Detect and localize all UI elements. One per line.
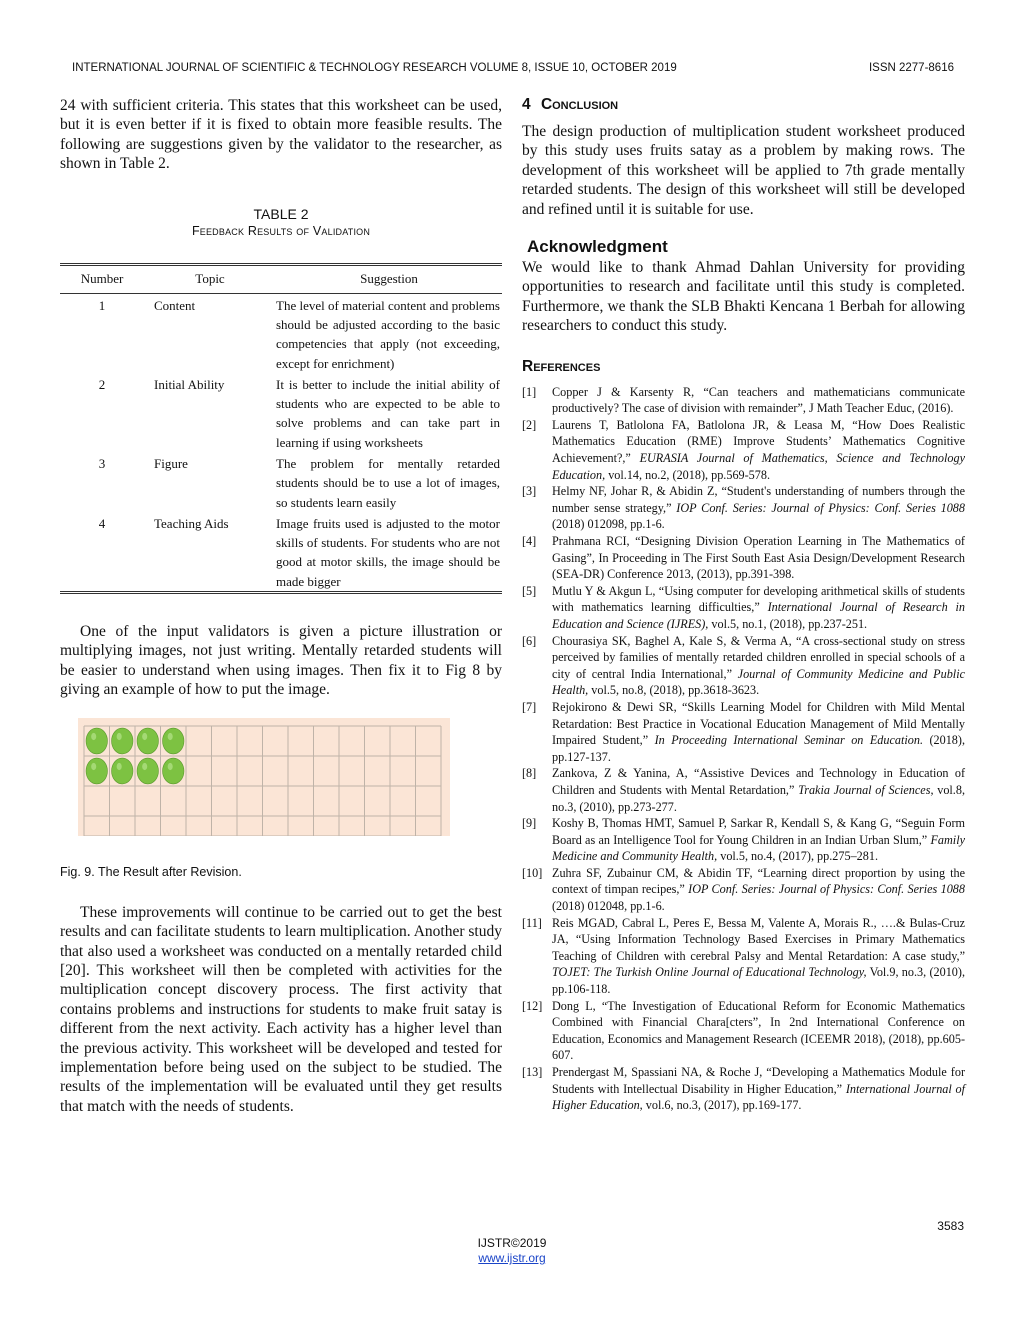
reference-text (552, 483, 965, 533)
fruit-highlight (168, 733, 173, 740)
conclusion-number: 4 (522, 96, 531, 113)
left-column (60, 96, 502, 1116)
reference-item (522, 417, 965, 483)
reference-number: [4] (522, 534, 537, 548)
fruit-highlight (117, 763, 122, 770)
row-number: 4 (98, 515, 106, 531)
reference-journal: International Journal of Research in Education and Science (IJRES), (552, 600, 965, 631)
reference-details: Vol.9, no.3, (2010), pp.106-118. (552, 965, 965, 997)
conclusion-title: Conclusion (540, 96, 619, 113)
reference-authors-title: Koshy B, Thomas HMT, Samuel P, Sarkar R, Kendall S, & Kang G, “Seguin Form Board as an Intelligence Tool for Young Children in an Indian Urban Slum,” (552, 816, 965, 847)
reference-number: [7] (522, 699, 537, 714)
page-number: 3583 (937, 1219, 964, 1233)
reference-authors-title: Mutlu Y & Akgun L, “Using computer for developing arithmetical skills of students with mathematics learning difficulties,” (552, 583, 965, 615)
reference-number: [10] (522, 865, 543, 880)
reference-item (522, 483, 965, 533)
reference-journal: IOP Conf. Series: Journal of Physics: Conf. Series 1088 (676, 500, 965, 515)
conclusion-heading (522, 96, 965, 114)
references-title: References (522, 357, 601, 375)
table-row (60, 452, 502, 512)
reference-item (522, 765, 965, 815)
table-row (60, 373, 502, 452)
reference-number: [9] (522, 816, 537, 831)
fruit-icon (112, 758, 133, 784)
reference-number: [8] (522, 766, 537, 781)
reference-details: vol.5, no.1, (2018), pp.237-251. (708, 616, 868, 631)
reference-number: [2] (522, 417, 537, 432)
fruit-icon (137, 758, 158, 784)
reference-item (522, 533, 965, 583)
reference-item (522, 583, 965, 633)
table-subtitle: Feedback Results of Validation (191, 223, 371, 238)
reference-authors-title: Helmy NF, Johar R, & Abidin Z, “Student's understanding of numbers through the number sense strategy,” (552, 484, 965, 515)
fruit-highlight (117, 733, 122, 740)
reference-text (552, 765, 965, 815)
reference-text (552, 533, 965, 583)
journal-title: INTERNATIONAL JOURNAL OF SCIENTIFIC & TECHNOLOGY RESEARCH VOLUME 8, ISSUE 10, OCTOBER 2019 (72, 62, 677, 74)
reference-item (522, 915, 965, 998)
reference-item (522, 1064, 965, 1114)
reference-number: [13] (522, 1065, 543, 1079)
reference-number: [1] (522, 384, 537, 399)
reference-details: vol.6, no.3, (2017), pp.169-177. (642, 1098, 802, 1113)
validation-table (60, 263, 502, 594)
conclusion-text: The design production of multiplication student worksheet produced by this study uses fruits satay as a problem by making rows. The development of this worksheet will be applied to 7th grade mentally retarded students. The design of this worksheet will still be developed and refined until it is suitable for use. (522, 123, 965, 218)
reference-item (522, 998, 965, 1064)
reference-authors-title: Zuhra SF, Zubainur CM, & Abidin TF, “Learning direct proportion by using the context of timpan recipes,” (552, 865, 965, 897)
row-suggestion: The level of material content and problems should be adjusted according to the basic competencies that apply (not exceeding, except for enrichment) (276, 297, 500, 371)
fruit-icon (137, 728, 158, 754)
fruit-icon (163, 728, 184, 754)
running-header (72, 62, 954, 74)
reference-journal: EURASIA Journal of Mathematics, Science and Technology Education, (552, 451, 966, 482)
reference-details: (2018) 012098, pp.1-6. (552, 517, 665, 532)
reference-text (552, 633, 965, 699)
fruit-highlight (142, 733, 147, 740)
fruit-highlight (142, 763, 147, 770)
fruit-icon (163, 758, 184, 784)
reference-authors-title: Prendergast M, Spassiani NA, & Roche J, “Developing a Mathematics Module for Students with Intellectual Disability in Higher Education,” (552, 1065, 965, 1096)
fruit-icon (86, 728, 107, 754)
table-row (60, 512, 502, 593)
reference-text (552, 583, 965, 633)
acknowledgment-text: We would like to thank Ahmad Dahlan University for providing opportunities to research and facilitate until this study is completed. Furthermore, we thank the SLB Bhakti Kencana 1 Berbah for allowing researchers to conduct this study. (522, 259, 965, 335)
row-topic: Figure (154, 456, 188, 471)
table-caption: TABLE 2 (253, 205, 309, 222)
right-column (522, 96, 965, 1114)
row-suggestion: It is better to include the initial ability of students who are expected to be able to solve problems and can take part in learning if using worksheets (276, 376, 500, 450)
row-suggestion: Image fruits used is adjusted to the motor skills of students. For students who are not good at motor skills, the image should be made bigger (276, 515, 500, 589)
reference-details: vol.5, no.8, (2018), pp.3618-3623. (588, 683, 760, 698)
reference-journal: Trakia Journal of Sciences, (798, 782, 934, 797)
fruit-icon (112, 728, 133, 754)
worksheet-grid-figure (78, 718, 450, 836)
reference-item (522, 815, 965, 865)
reference-number: [6] (522, 633, 537, 648)
row-number: 2 (98, 376, 106, 392)
reference-number: [12] (522, 998, 543, 1013)
row-suggestion: The problem for mentally retarded students should be to use a lot of images, so students learn easily (276, 456, 500, 510)
reference-authors-title: Zankova, Z & Yanina, A, “Assistive Devices and Technology in Education of Children and Students with Mental Retardation,” (552, 766, 965, 797)
header-number: Number (80, 270, 124, 286)
reference-journal: TOJET: The Turkish Online Journal of Educational Technology, (552, 965, 867, 980)
reference-number: [11] (522, 915, 542, 930)
reference-journal: International Journal of Higher Education, (552, 1081, 965, 1113)
fruit-highlight (91, 763, 96, 770)
reference-details: vol.8, no.3, (2010), pp.273-277. (552, 782, 965, 814)
reference-authors-title: Copper J & Karsenty R, “Can teachers and mathematicians communicate productively? The case of division with remainder”, J Math Teacher Educ, (2016). (552, 384, 965, 416)
reference-text (552, 998, 965, 1064)
paragraph-improvements: These improvements will continue to be carried out to get the best results and can facilitate students to learn multiplication. Another study that also used a worksheet was conducted on a mentally retarded child [20]. This worksheet will then be completed with activities for the multiplication concept discovery process. The first activity that contains problems and instructions for students to make fruit satay is different from the next activity. Each activity has a higher level than the previous activity. This worksheet will be developed and tested for implementation before being used on the subject to be studied. The results of the implementation will be evaluated until they get results that match with the needs of students. (60, 903, 502, 1115)
reference-number: [5] (522, 583, 537, 598)
copyright: IJSTR©2019 (477, 1236, 547, 1250)
reference-item (522, 633, 965, 699)
row-topic: Teaching Aids (154, 515, 229, 531)
row-number: 3 (98, 456, 106, 471)
row-topic: Initial Ability (154, 376, 225, 392)
header-topic: Topic (195, 270, 225, 286)
reference-details: vol.14, no.2, (2018), pp.569-578. (605, 467, 771, 482)
fruit-highlight (168, 763, 173, 770)
reference-number: [3] (522, 484, 537, 499)
table-header-row (60, 264, 502, 293)
reference-authors-title: Laurens T, Batlolona FA, Batlolona JR, & Leasa M, “How Does Realistic Mathematics Education (RME) Improve Students’ Mathematics Cognitive Achievement?,” (552, 417, 965, 466)
reference-item (522, 699, 965, 765)
references-heading (522, 358, 965, 376)
page-footer (0, 1236, 1024, 1266)
reference-item (522, 384, 965, 417)
reference-journal: IOP Conf. Series: Journal of Physics: Conf. Series 1088 (688, 882, 965, 897)
reference-list (522, 384, 965, 1114)
reference-authors-title: Prahmana RCI, “Designing Division Operation Learning in The Mathematics of Gasing”, In Proceeding in The First South East Asia Design/Development Research (SEA-DR) Conference 2013, (2013), pp.391-398. (552, 534, 965, 582)
row-topic: Content (154, 297, 196, 313)
paragraph-intro: 24 with sufficient criteria. This states that this worksheet can be used, but it is even better if it is fixed to obtain more feasible results. The following are suggestions given by the validator to the researcher, as shown in Table 2. (60, 97, 502, 173)
journal-link[interactable]: www.ijstr.org (478, 1251, 546, 1265)
reference-details: (2018) 012048, pp.1-6. (552, 899, 665, 914)
reference-item (522, 865, 965, 915)
reference-text (552, 915, 965, 998)
reference-text (552, 1064, 965, 1114)
acknowledgment-heading: Acknowledgment (527, 237, 668, 257)
reference-text (552, 417, 965, 483)
row-number: 1 (98, 297, 106, 313)
reference-text (552, 865, 965, 915)
reference-journal: Family Medicine and Community Health, (552, 832, 965, 864)
issn: ISSN 2277-8616 (868, 62, 954, 74)
reference-details: vol.5, no.4, (2017), pp.275–281. (717, 849, 878, 864)
reference-authors-title: Rejokirono & Dewi SR, “Skills Learning Model for Children with Mild Mental Retardation: Best Practice in Vocational Education Management of Mild Mentally Impaired Student,” (552, 699, 965, 748)
reference-details: (2018), pp.127-137. (552, 733, 965, 764)
reference-authors-title: Dong L, “The Investigation of Educational Reform for Economic Mathematics Combined with Financial Chara[cters”, In 2nd International Conference on Education, Economics and Management Research (ICEEMR 2018), (2018), pp.605-607. (552, 998, 965, 1063)
reference-text (552, 384, 965, 417)
fruit-highlight (91, 733, 96, 740)
header-suggestion: Suggestion (360, 270, 418, 286)
fruit-icon (86, 758, 107, 784)
table-row (60, 293, 502, 373)
reference-authors-title: Reis MGAD, Cabral L, Peres E, Bessa M, Valente A, Morais R., ….& Bulas-Cruz JA, “Using Information Technology Based Exercises in Primary Mathematics Teaching of Children with cerebral Palsy and Mental Retardation: A case study,” (552, 915, 965, 963)
reference-text (552, 815, 965, 865)
reference-journal: In Proceeding International Seminar on Education. (654, 733, 923, 748)
paragraph-validator: One of the input validators is given a picture illustration or multiplying images, not just writing. Mentally retarded students will be easier to understand when using images. Then fix it to Fig 8 by giving an example of how to put the image. (60, 623, 502, 699)
reference-text (552, 699, 965, 765)
figure-caption: Fig. 9. The Result after Revision. (60, 864, 242, 879)
reference-authors-title: Chourasiya SK, Baghel A, Kale S, & Verma A, “A cross-sectional study on stress perceived by families of mentally retarded children enrolled in special schools of a city of central India International,” (552, 633, 965, 681)
reference-journal: Journal of Community Medicine and Public Health, (552, 666, 965, 698)
